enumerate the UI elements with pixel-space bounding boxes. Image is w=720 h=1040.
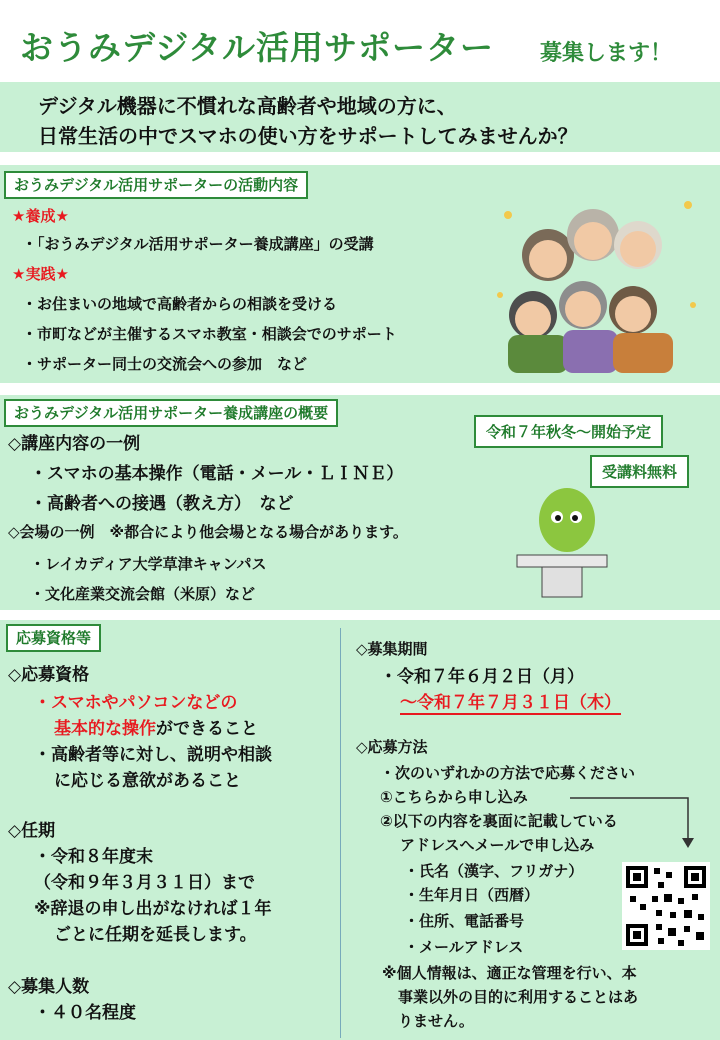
content-item: ・スマホの基本操作（電話・メール・ＬＩＮＥ） xyxy=(30,464,404,484)
course-heading: おうみデジタル活用サポーター養成講座の概要 xyxy=(4,399,338,427)
venue-label: ◇会場の一例 ※都合により他会場となる場合があります。 xyxy=(8,523,408,541)
period-start: ・令和７年６月２日（月） xyxy=(380,667,584,687)
method-2-line2: アドレスへメールで申し込み xyxy=(400,836,595,854)
practice-item: ・お住まいの地域で高齢者からの相談を受ける xyxy=(22,295,338,313)
method-label: ◇応募方法 xyxy=(356,738,428,756)
req1-red: ・スマホやパソコンなどの xyxy=(34,693,238,713)
schedule-badge: 令和７年秋冬～開始予定 xyxy=(474,415,663,448)
method-1: ①こちらから申し込み xyxy=(380,788,528,806)
req1-red2: 基本的な操作 xyxy=(54,719,156,739)
content-label: ◇講座内容の一例 xyxy=(8,434,141,454)
activities-heading: おうみデジタル活用サポーターの活動内容 xyxy=(4,171,308,199)
training-item: ・「おうみデジタル活用サポーター養成講座」の受講 xyxy=(22,235,374,253)
term-line2: （令和９年３月３１日）まで xyxy=(34,873,255,893)
field-item: ・氏名（漢字、フリガナ） xyxy=(404,862,584,880)
privacy-line: ※個人情報は、適正な管理を行い、本 xyxy=(382,964,637,982)
term-note2: ごとに任期を延長します。 xyxy=(54,925,257,945)
practice-item: ・市町などが主催するスマホ教室・相談会でのサポート xyxy=(22,325,397,343)
activities-section xyxy=(0,165,720,383)
page-title: おうみデジタル活用サポーター xyxy=(20,28,495,67)
period-end: ～令和７年７月３１日（木） xyxy=(400,688,621,715)
practice-label: ★実践★ xyxy=(12,265,69,283)
req2-line1: ・高齢者等に対し、説明や相談 xyxy=(34,745,272,765)
period-label: ◇募集期間 xyxy=(356,640,428,658)
method-intro: ・次のいずれかの方法で応募ください xyxy=(380,764,636,782)
count-label: ◇募集人数 xyxy=(8,977,90,997)
privacy-line: 事業以外の目的に利用することはあ xyxy=(398,988,639,1006)
seniors-group-illustration xyxy=(488,185,698,375)
course-section xyxy=(0,395,720,610)
fee-badge: 受講料無料 xyxy=(590,455,689,488)
qualification-section xyxy=(0,620,720,1040)
arrow-down-icon xyxy=(570,792,700,852)
training-label: ★養成★ xyxy=(12,207,69,225)
page-title-tail: 募集します！ xyxy=(540,41,673,66)
qr-code[interactable] xyxy=(622,862,710,950)
venue-item: ・文化産業交流会館（米原）など xyxy=(30,585,256,603)
mascot-illustration xyxy=(512,485,612,600)
term-line1: ・令和８年度末 xyxy=(34,847,153,867)
title-bar xyxy=(0,0,720,82)
qualification-heading: 応募資格等 xyxy=(6,624,101,652)
lead-banner xyxy=(0,82,720,152)
content-item: ・高齢者への接遇（教え方） など xyxy=(30,494,294,514)
lead-line-1: デジタル機器に不慣れな高齢者や地域の方に、 xyxy=(38,94,457,118)
practice-item: ・サポーター同士の交流会への参加 など xyxy=(22,355,308,373)
privacy-line: りません。 xyxy=(398,1012,474,1030)
req1-rest: ができること xyxy=(156,719,258,739)
method-2-line1: ②以下の内容を裏面に記載している xyxy=(380,812,618,830)
field-item: ・メールアドレス xyxy=(404,938,524,956)
field-item: ・生年月日（西暦） xyxy=(404,886,540,904)
req2-line2: に応じる意欲があること xyxy=(54,771,241,791)
term-label: ◇任期 xyxy=(8,821,56,841)
req1-line2 xyxy=(54,714,258,739)
qr-code-icon xyxy=(622,862,710,950)
count-value: ・４０名程度 xyxy=(34,1003,136,1023)
req-label: ◇応募資格 xyxy=(8,665,90,685)
term-note1: ※辞退の申し出がなければ１年 xyxy=(34,899,272,919)
column-divider xyxy=(340,628,341,1038)
field-item: ・住所、電話番号 xyxy=(404,912,525,930)
lead-line-2: 日常生活の中でスマホの使い方をサポートしてみませんか？ xyxy=(38,124,578,148)
venue-item: ・レイカディア大学草津キャンパス xyxy=(30,555,267,573)
